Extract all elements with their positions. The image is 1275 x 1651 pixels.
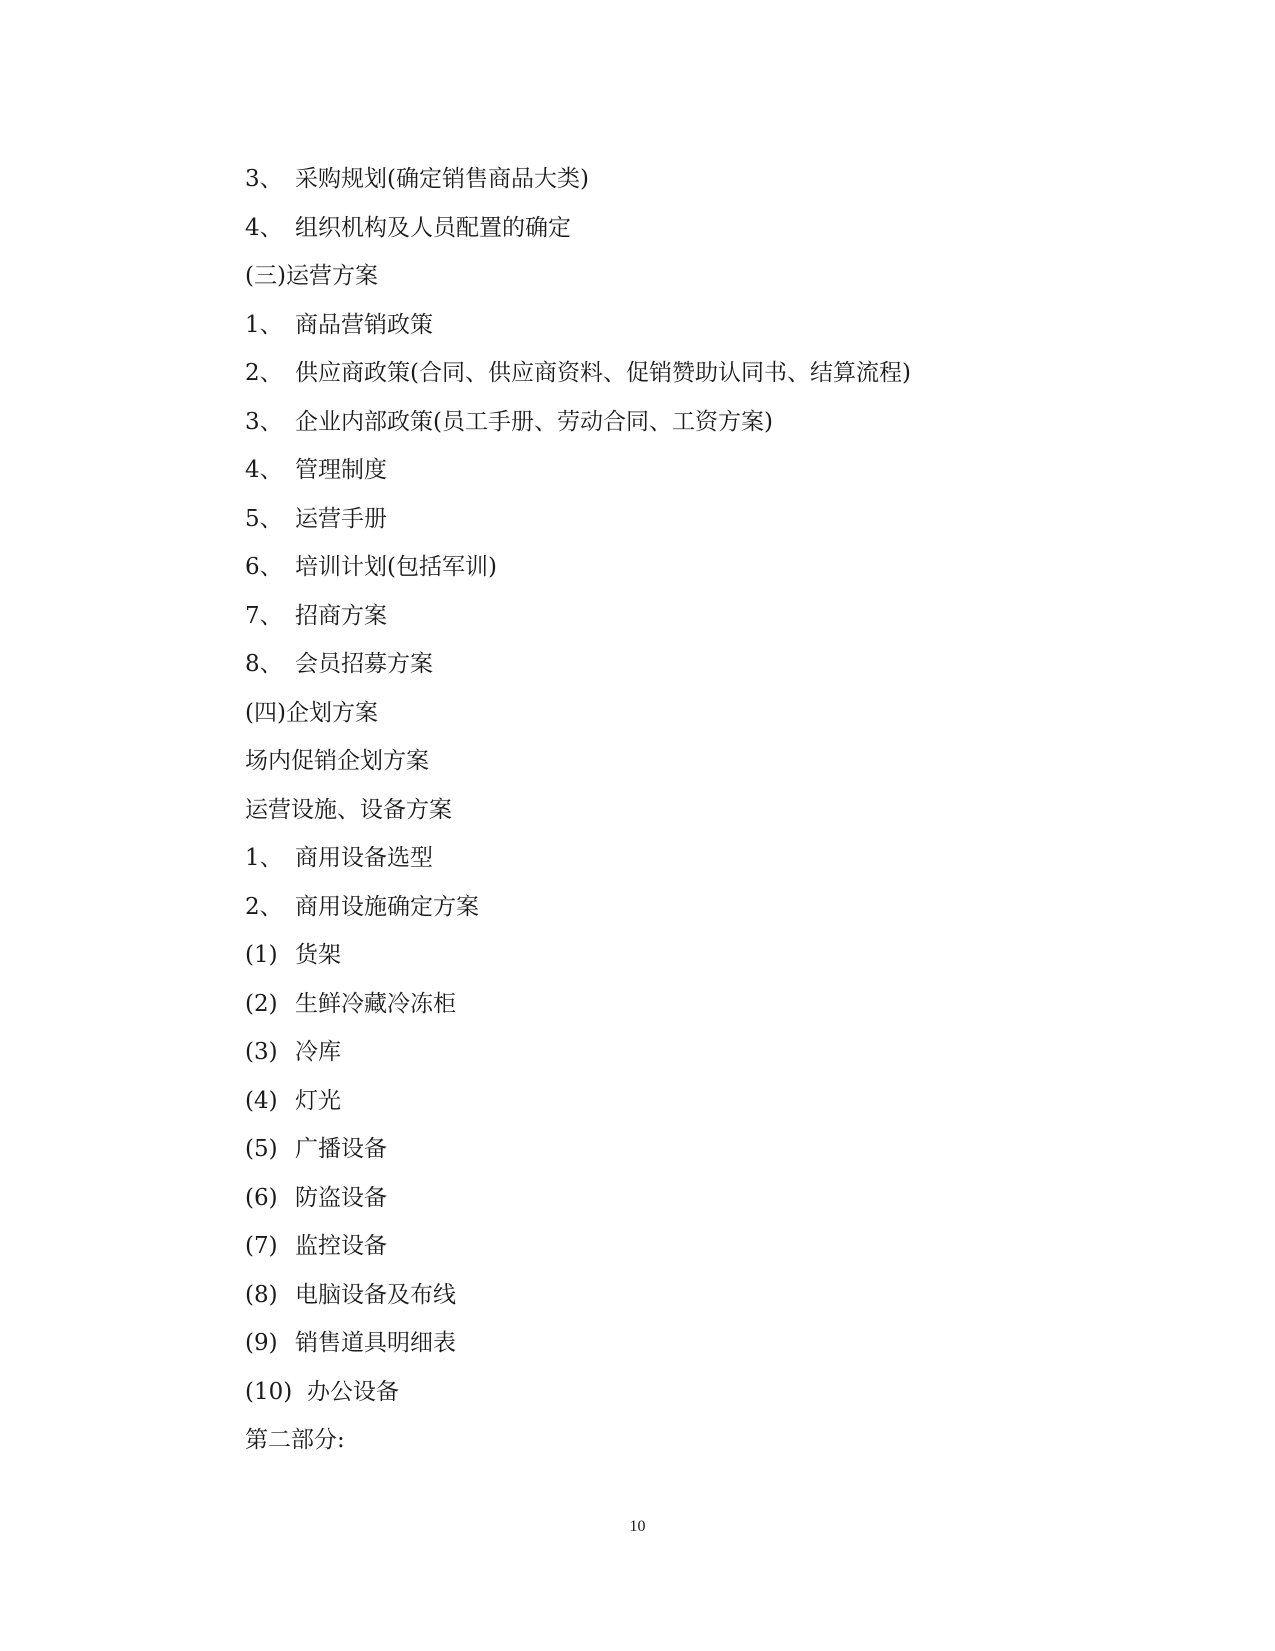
paragraph [245,737,1045,786]
list-item [245,883,1045,932]
list-item [245,204,1045,253]
list-item [245,349,1045,398]
item-text: 监控设备 [295,1233,387,1259]
list-item [245,301,1045,350]
paragraph [245,786,1045,835]
list-item [245,980,1045,1029]
document-body [245,155,1045,1465]
heading-text: 第二部分: [245,1427,345,1453]
list-item [245,1319,1045,1368]
item-text: 广播设备 [295,1136,387,1162]
item-number: 1、 [245,845,283,871]
list-item [245,1077,1045,1126]
item-number: 3、 [245,408,283,435]
item-number: (7) [245,1233,278,1259]
item-number: 1、 [245,311,283,338]
item-text: 销售道具明细表 [295,1330,456,1356]
list-item [245,834,1045,883]
item-number: (3) [245,1039,278,1065]
item-text: 管理制度 [295,457,387,483]
list-item [245,446,1045,495]
item-number: (4) [245,1087,278,1114]
item-text: 生鲜冷藏冷冻柜 [295,990,456,1017]
item-text: 培训计划(包括军训) [295,554,497,580]
item-number: (5) [245,1136,278,1162]
list-item [245,931,1045,980]
item-number: (1) [245,942,278,968]
list-item [245,592,1045,641]
item-number: (2) [245,990,278,1017]
item-text: 防盗设备 [295,1184,387,1211]
item-text: 招商方案 [295,602,387,629]
list-item [245,398,1045,447]
item-text: 冷库 [295,1039,341,1065]
item-text: 组织机构及人员配置的确定 [295,214,571,241]
item-number: 4、 [245,214,283,241]
item-number: (8) [245,1281,278,1308]
item-number: 7、 [245,602,283,629]
list-item [245,1271,1045,1320]
item-number: 4、 [245,457,283,483]
section-heading [245,1416,1045,1465]
list-item [245,495,1045,544]
item-number: 6、 [245,554,283,580]
heading-text: (三)运营方案 [245,263,378,289]
item-text: 办公设备 [307,1378,399,1405]
item-number: (9) [245,1330,278,1356]
item-number: 8、 [245,651,283,677]
section-heading [245,252,1045,301]
heading-text: (四)企划方案 [245,699,378,726]
item-number: 3、 [245,166,283,192]
page-number: 10 [629,1518,646,1535]
item-text: 商用设施确定方案 [295,893,479,920]
item-text: 货架 [295,942,341,968]
list-item [245,1125,1045,1174]
item-text: 电脑设备及布线 [295,1281,456,1308]
paragraph-text: 场内促销企划方案 [245,748,429,774]
list-item [245,1222,1045,1271]
paragraph-text: 运营设施、设备方案 [245,796,452,823]
list-item [245,640,1045,689]
list-item [245,1368,1045,1417]
item-number: (6) [245,1184,278,1211]
list-item [245,1174,1045,1223]
list-item [245,155,1045,204]
item-number: 5、 [245,505,283,532]
item-text: 企业内部政策(员工手册、劳动合同、工资方案) [295,408,773,435]
list-item [245,1028,1045,1077]
list-item [245,543,1045,592]
item-text: 采购规划(确定销售商品大类) [295,166,589,192]
section-heading [245,689,1045,738]
item-text: 会员招募方案 [295,651,433,677]
item-text: 商品营销政策 [295,311,433,338]
item-number: (10) [245,1378,293,1405]
item-text: 供应商政策(合同、供应商资料、促销赞助认同书、结算流程) [295,360,911,386]
item-text: 运营手册 [295,505,387,532]
item-number: 2、 [245,893,283,920]
item-text: 商用设备选型 [295,845,433,871]
item-text: 灯光 [295,1087,341,1114]
item-number: 2、 [245,360,283,386]
